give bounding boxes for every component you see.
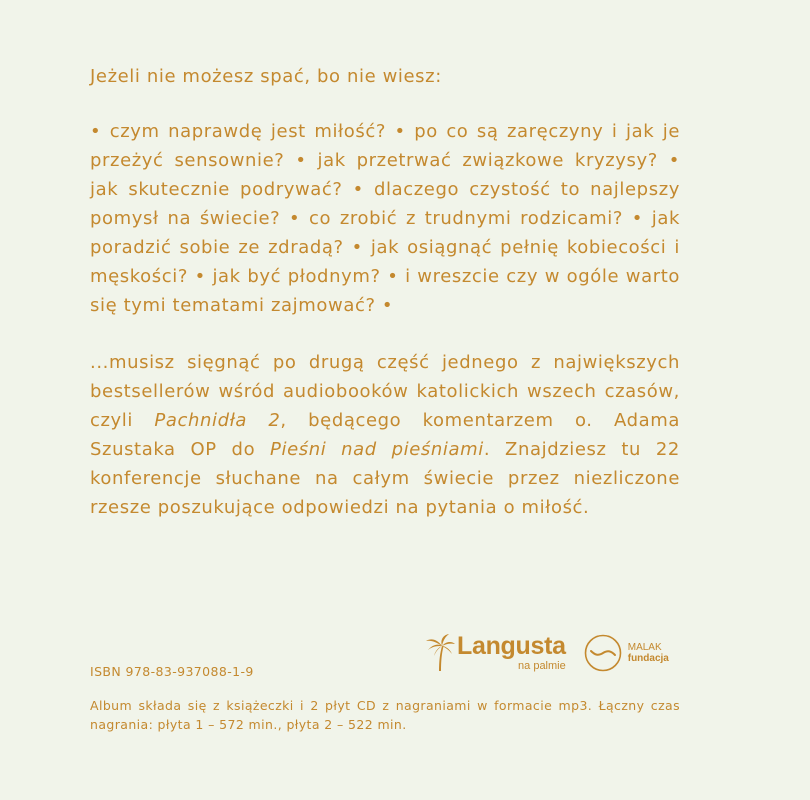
album-note: Album składa się z książeczki i 2 płyt CD z nagraniami w formacie mp3. Łączny czas nagrania: płyta 1 – 572 min., płyta 2 – 522 min.: [90, 698, 680, 732]
description-part-2: , będącego komentarzem o. Adama Szustaka OP do: [90, 410, 680, 460]
publisher-logos: [425, 628, 669, 678]
description-part-3: . Znajdziesz tu 22 konferencje słuchane na całym świecie przez niezliczone rzesze poszukujące odpowiedzi na pytania o miłość.: [90, 439, 680, 518]
langusta-logo: [425, 633, 566, 673]
intro-line: Jeżeli nie możesz spać, bo nie wiesz:: [90, 66, 442, 87]
questions-paragraph: • czym naprawdę jest miłość? • po co są zaręczyny i jak je przeżyć sensownie? • jak przetrwać związkowe kryzysy? • jak skutecznie podrywać? • dlaczego czystość to najlepszy pomysł na świecie? • co zrobić z trudnymi rodzicami? • jak poradzić sobie ze zdradą? • jak osiągnąć pełnię kobiecości i męskości? • jak być płodnym? • i wreszcie czy w ogóle warto się tymi tematami zajmować? •: [90, 121, 680, 316]
langusta-name: Langusta: [457, 632, 566, 660]
langusta-subtitle: na palmie: [518, 660, 566, 672]
description-part-1: ...musisz sięgnąć po drugą część jednego z największych bestsellerów wśród audiobooków katolickich wszech czasów, czyli: [90, 352, 680, 431]
description-paragraph: [90, 348, 680, 522]
isbn: ISBN 978-83-937088-1-9: [90, 664, 254, 679]
malak-logo: [584, 634, 669, 672]
malak-name: MALAK: [627, 642, 662, 653]
title-pachnidla: Pachnidła 2: [154, 410, 281, 431]
palm-icon: [425, 633, 455, 673]
back-cover-text: [90, 62, 680, 550]
malak-subtitle: fundacja: [627, 653, 669, 664]
malak-wave-icon: [584, 634, 622, 672]
title-piesni: Pieśni nad pieśniami: [270, 439, 484, 460]
